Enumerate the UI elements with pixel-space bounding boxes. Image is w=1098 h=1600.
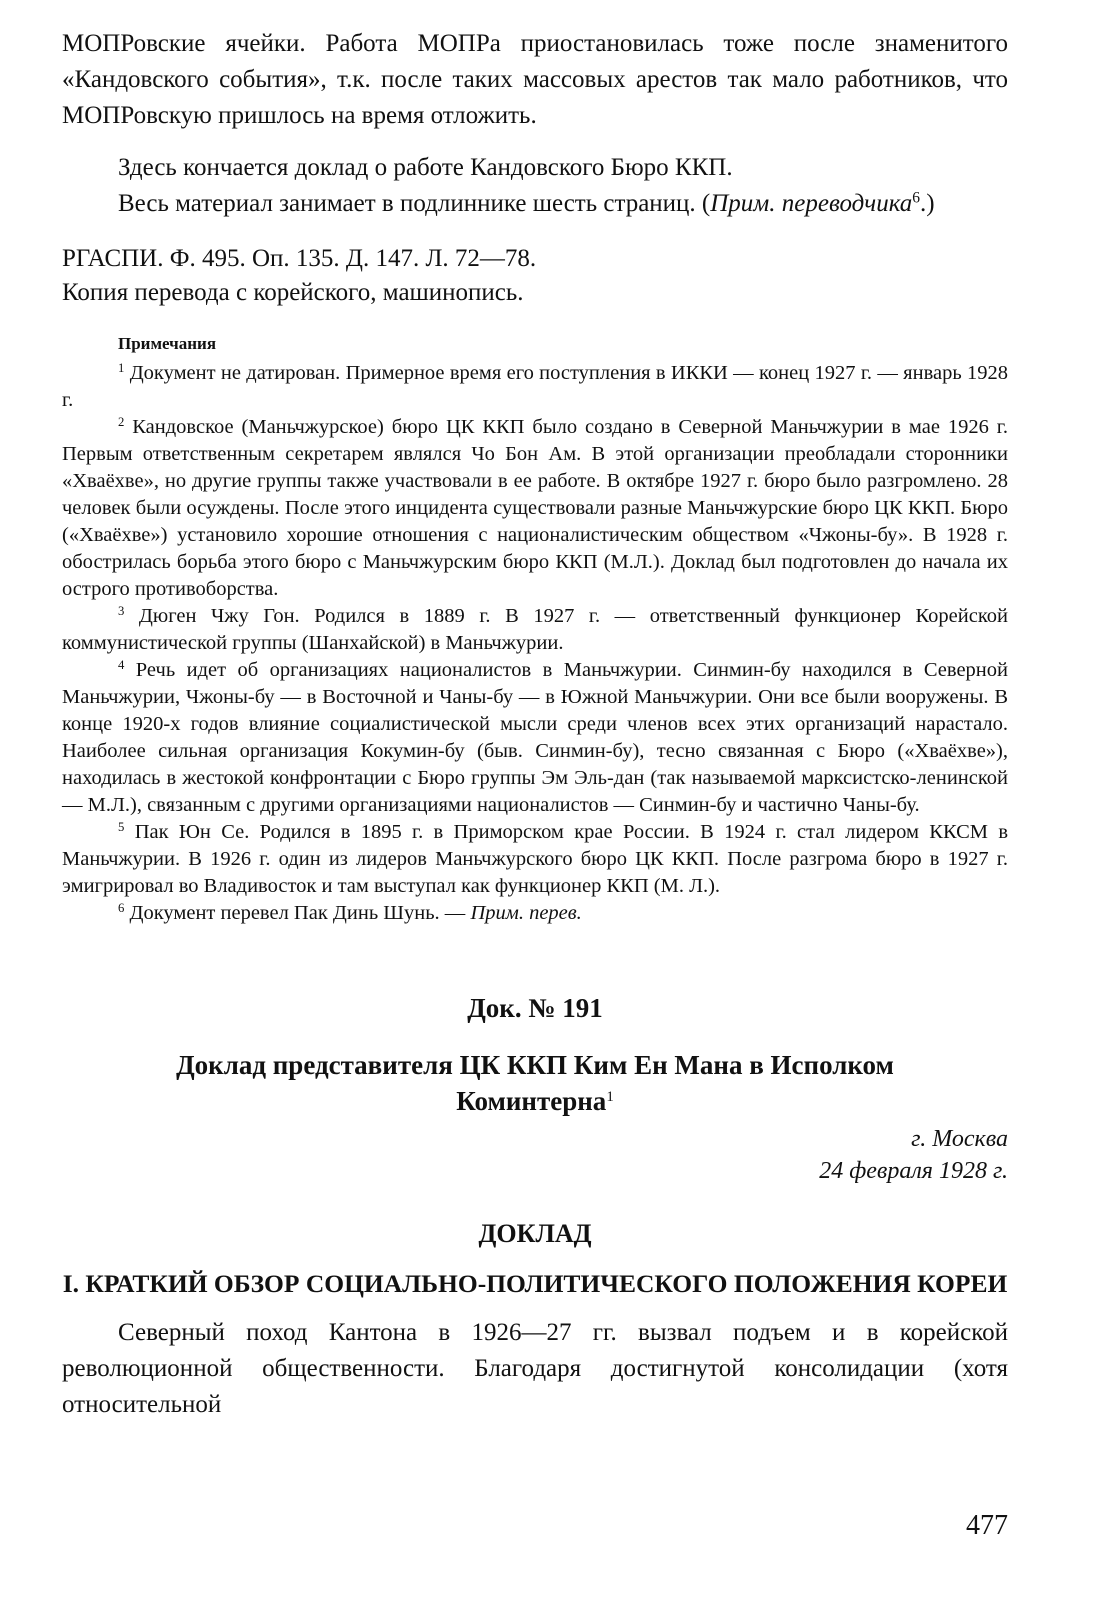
page-number: 477	[966, 1510, 1008, 1541]
document-title-text: Доклад представителя ЦК ККП Ким Ен Мана в Исполком Коминтерна	[176, 1050, 894, 1116]
footnote-ref: 1	[606, 1089, 614, 1106]
report-heading: ДОКЛАД	[478, 1219, 592, 1248]
translator-note-text: Весь материал занимает в подлиннике шесть страниц. (	[118, 190, 711, 217]
translator-note-italic: Прим. переводчика	[710, 190, 913, 217]
note-number: 4	[118, 658, 125, 673]
note-item	[62, 603, 1008, 657]
note-item	[62, 900, 1008, 927]
note-text: Речь идет об организациях националистов в Маньчжурии. Синмин-бу находился в Северной Маньчжурии, Чжоны-бу — в Восточной и Чаны-бу — в Южной Маньчжурии. Они все были вооружены. В конце 1920-х годов влияние социалистической мысли среди членов всех этих организаций нарастало. Наиболее сильная организация Кокумин-бу (быв. Синмин-бу), тесно связанная с Бюро («Хваёхве»), находилась в жестокой конфронтации с Бюро группы Эм Эль-дан (так называемой марксистско-ленинской — М.Л.), связанным с другими организациями националистов — Синмин-бу и частично Чаны-бу.	[62, 659, 1009, 816]
note-number: 1	[118, 361, 125, 376]
note-number: 2	[118, 415, 125, 430]
note-number: 5	[118, 820, 125, 835]
note-text: Документ перевел Пак Динь Шунь. —	[129, 902, 471, 924]
note-text: Кандовское (Маньчжурское) бюро ЦК ККП было создано в Северной Маньчжурии в мае 1926 г. Первым ответственным секретарем являлся Чо Бон Ам. В этой организации преобладали сторонники «Хваёхве», но другие группы также участвовали в ее работе. В октябре 1927 г. бюро было разгромлено. 28 человек были осуждены. После этого инцидента существовали разные Маньчжурские бюро ЦК ККП. Бюро («Хваёхве») установило хорошие отношения с националистическим обществом «Чжоны-бу». В 1928 г. обострилась борьба этого бюро с Маньчжурским бюро ККП (М.Л.). Доклад был подготовлен до начала их острого противоборства.	[62, 416, 1008, 600]
document-title	[102, 1047, 968, 1119]
note-number: 6	[118, 901, 125, 916]
footnote-ref: 6	[912, 189, 921, 207]
note-item	[62, 414, 1008, 603]
translator-note-line2	[62, 186, 1008, 222]
top-paragraph: МОПРовские ячейки. Работа МОПРа приостановилась тоже после знаменитого «Кандовского события», т.к. после таких массовых арестов так мало работников, что МОПРовскую пришлось на время отложить.	[62, 30, 1008, 129]
translator-note-end: .)	[920, 190, 935, 217]
notes-list	[62, 360, 1008, 927]
note-item	[62, 657, 1008, 819]
note-item	[62, 360, 1008, 414]
body-paragraph: Северный поход Кантона в 1926—27 гг. вызвал подъем и в корейской революционной общественности. Благодаря достигнутой консолидации (хотя относительной	[62, 1319, 1008, 1418]
document-date: 24 февраля 1928 г.	[819, 1158, 1008, 1184]
note-italic: Прим. перев.	[470, 902, 582, 924]
section-heading: I. КРАТКИЙ ОБЗОР СОЦИАЛЬНО-ПОЛИТИЧЕСКОГО ПОЛОЖЕНИЯ КОРЕИ	[62, 1269, 1008, 1298]
page-content	[62, 26, 1008, 1423]
archive-ref-line2: Копия перевода с корейского, машинопись.	[62, 279, 524, 306]
note-text: Дюген Чжу Гон. Родился в 1889 г. В 1927 г. — ответственный функционер Корейской коммунистической группы (Шанхайской) в Маньчжурии.	[62, 605, 1008, 654]
notes-heading: Примечания	[118, 334, 217, 353]
note-text: Пак Юн Се. Родился в 1895 г. в Приморском крае России. В 1924 г. стал лидером ККСМ в Маньчжурии. В 1926 г. один из лидеров Маньчжурского бюро ЦК ККП. После разгрома бюро в 1927 г. эмигрировал во Владивосток и там выступал как функционер ККП (М. Л.).	[62, 821, 1009, 897]
note-item	[62, 819, 1008, 900]
document-place: г. Москва	[911, 1126, 1008, 1152]
note-text: Документ не датирован. Примерное время его поступления в ИККИ — конец 1927 г. — январь 1928 г.	[62, 362, 1009, 411]
note-number: 3	[118, 604, 125, 619]
translator-note-line1: Здесь кончается доклад о работе Кандовского Бюро ККП.	[118, 154, 733, 181]
document-number: Док. № 191	[467, 993, 603, 1023]
archive-ref-line1: РГАСПИ. Ф. 495. Оп. 135. Д. 147. Л. 72—78.	[62, 245, 537, 272]
